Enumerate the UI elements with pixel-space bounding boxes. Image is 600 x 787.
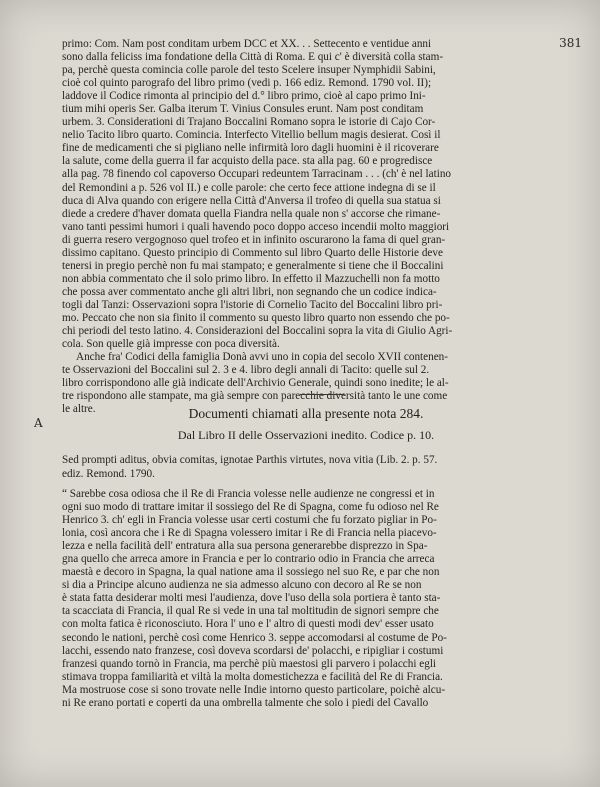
text-line: che possa aver commentato anche gli altri libri, non segnando che un codice indica-: [62, 285, 437, 298]
text-line: sono dalla feliciss ima fondatione della Città di Roma. E qui c' è diversità colla stam-: [62, 51, 444, 64]
text-line: Henrico 3. ch' egli in Francia volesse usar certi costumi che fu forzato pigliar in Po-: [62, 514, 437, 527]
text-line: “ Sarebbe cosa odiosa che il Re di Francia volesse nelle audienze ne congressi et in: [62, 488, 435, 500]
text-line: laddove il Codice rimonta al principio del d.° libro primo, cioè al capo primo Ini-: [62, 90, 426, 103]
text-line: tenersi in pregio perchè non fu mai stampato; e generalmente si tiene che il Boccalini: [62, 259, 444, 272]
margin-mark: A: [34, 416, 43, 430]
text-line: stimava troppa familiarità et viltà la molta domestichezza e facilità del Re di Francia.: [62, 670, 443, 683]
text-line: diede a credere d'haver domata quella Fiandra nella quale non s' accorse che rimane-: [62, 207, 441, 220]
text-line: maestà e decoro in Spagna, la qual natione ama il sossiego nel suo Re, e par che non: [62, 566, 440, 579]
text-line: le altre.: [62, 403, 96, 416]
text-line: alla pag. 78 finendo col capoverso Occupari redeuntem Tarracinam . . . (ch' è nel latino: [62, 168, 452, 181]
text-line: ni Re erano portati e coperti da una ombrella talmente che solo i piedi del Cavallo: [62, 696, 429, 709]
text-line: ediz. Remond. 1790.: [62, 467, 155, 480]
text-line: si dia a Principe alcuno audienza ne sia admesso alcuno con decoro al Re se non: [62, 579, 422, 592]
text-line: tre rispondono alle stampate, ma già sempre con parecchie diversità tanto le une come: [62, 390, 448, 403]
page-number: 381: [559, 36, 582, 50]
text-line: nelio Tacito libro quarto. Comincia. Interfecto Vitellio bellum magis desierat. Così il: [62, 129, 441, 142]
paragraph-top: [62, 38, 550, 416]
text-line: del Remondini a p. 526 vol II.) e colle parole: che certo fece attione indegna di se il: [62, 181, 436, 194]
text-line: Sed prompti aditus, obvia comitas, ignotae Parthis virtutes, nova vitia (Lib. 2. p. 57.: [62, 454, 438, 466]
section-heading: Documenti chiamati alla presente nota 284.: [188, 406, 424, 421]
text-line: duca di Alva quando con erigere nella Città d'Anversa il trofeo di quella sua statua si: [62, 194, 441, 207]
text-line: secondo le nationi, perchè così come Henrico 3. seppe accomodarsi al costume de Po-: [62, 631, 447, 644]
paragraph-bottom: [62, 488, 550, 710]
text-line: libro corrispondono alle già indicate dell'Archivio Generale, quindi sono inedite; le al-: [62, 377, 449, 390]
text-line: di guerra resero vergognoso quel trofeo et in infinito oscurarono la fama di quel gran-: [62, 233, 446, 246]
text-line: tium mihi operis Ser. Galba iterum T. Vinius Consules erunt. Nam post conditam: [62, 103, 424, 116]
text-line: Ma mostruose cose si sono trovate nelle Indie intorno questo particolare, poichè alcu-: [62, 683, 446, 696]
text-line: cola. Son quelle già impresse con poca diversità.: [62, 338, 280, 351]
text-line: lonia, così ancora che i Re di Spagna volessero imitar i Re di Francia nella piacevo-: [62, 527, 437, 540]
text-line: fine de medicamenti che si pigliano nelle infirmità loro dagli huomini è il ricoverare: [62, 142, 439, 155]
text-line: lezza e nella facilità dell' entratura alla sua persona generarebbe disprezzo in Spa-: [62, 540, 428, 553]
text-line: te Osservazioni del Boccalini sul 2. 3 e 4. libro degli annali di Tacito: quelle sul 2.: [62, 364, 430, 377]
text-line: lacchi, essendo nato franzese, così doveva scordarsi de' polacchi, e ripigliar i costumi: [62, 644, 444, 657]
text-line: gna quello che arreca amore in Francia e per lo contrario odio in Francia che arreca: [62, 553, 435, 566]
text-line: ogni suo modo di trattare imitar il sossiego del Re di Spagna, come fu odioso nel Re: [62, 501, 439, 514]
text-line: urbem. 3. Considerationi di Trajano Boccalini Romano sopra le istorie di Cajo Cor-: [62, 116, 436, 129]
text-line: cioè col quinto parografo del libro primo (vedi p. 166 ediz. Remond. 1790 vol. II);: [62, 77, 432, 90]
text-line: chi periodi del testo latino. 4. Considerazioni del Boccalini sopra la vita di Giulio Agri-: [62, 325, 453, 338]
latin-quote: [62, 454, 550, 481]
text-line: con molta fatica è riconosciuto. Hora l' uno e l' altro di questi modi dev' esser usato: [62, 618, 434, 631]
text-line: pa, perchè questa comincia colle parole del testo Scelere insuper Nymphidii Sabini,: [62, 64, 436, 77]
text-line: franzesi quando tornò in Francia, ma perchè più maestosi gli parvero i polacchi egli: [62, 657, 437, 670]
text-line: non abbia commentato che il solo primo libro. In effetto il Mazzuchelli non fa motto: [62, 272, 440, 285]
text-line: è stata fatta desiderar molti mesi l'audienza, dove l'uso della sola portiera è tanto sta-: [62, 592, 441, 605]
text-line: Anche fra' Codici della famiglia Donà avvi uno in copia del secolo XVII contenen-: [76, 351, 449, 364]
text-line: vano tanti pessimi humori i quali havendo poco doppo acceso incendii molto maggiori: [62, 220, 450, 233]
text-line: dissimo capitano. Questo principio di Commento sul libro Quarto delle Historie deve: [62, 246, 443, 259]
text-line: mo. Peccato che non sia finito il commento su questo libro quarto non essendo che po-: [62, 311, 450, 324]
text-line: togli dal Tanzi: Osservazioni sopra l'istorie di Cornelio Tacito del Boccalini libro pri-: [62, 298, 443, 311]
text-line: la salute, come della guerra il far acquisto della pace. sta alla pag. 60 e progredisce: [62, 155, 433, 168]
text-line: ta scacciata di Francia, il qual Re si vede in una tal moltitudin de signori sempre che: [62, 605, 439, 618]
section-divider: [300, 394, 344, 395]
text-line: primo: Com. Nam post conditam urbem DCC et XX. . . Settecento e ventidue anni: [62, 38, 432, 50]
section-subheading: Dal Libro II delle Osservazioni inedito. Codice p. 10.: [177, 428, 435, 442]
